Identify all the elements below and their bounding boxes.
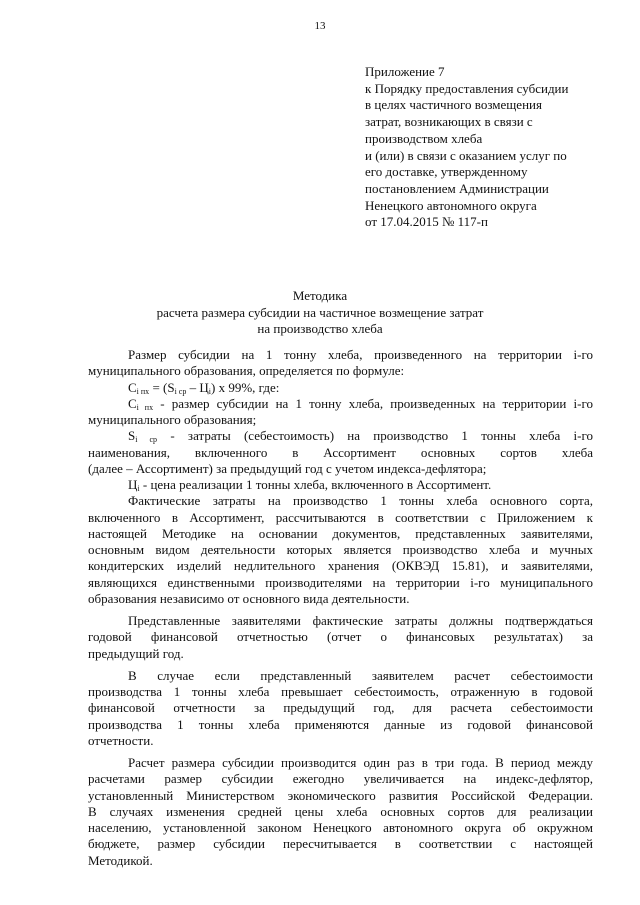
paragraph-line: финансовой отчетности за предыдущий год, для расчета себестоимости xyxy=(88,700,593,716)
appendix-header xyxy=(365,64,625,231)
page-number: 13 xyxy=(314,20,326,32)
paragraph-line: основным видом деятельности которых является производство хлеба и мучных xyxy=(88,542,593,557)
paragraph-line: производства 1 тонны хлеба превышает себестоимость, отраженную в годовой xyxy=(88,684,593,699)
definition-c-cont: муниципального образования; xyxy=(88,412,257,427)
definition-s: $S_{i ср}$ - затраты (себестоимость) на производство 1 тонны хлеба i-го xyxy=(128,428,593,445)
document-body xyxy=(88,347,593,869)
paragraph-line: Представленные заявителями фактические затраты должны подтверждаться xyxy=(128,613,593,628)
paragraph-line: являющихся единственными производителями на территории i-го муниципального xyxy=(88,574,593,590)
paragraph-line: Размер субсидии на 1 тонну хлеба, произведенного на территории i-го xyxy=(128,347,593,362)
paragraph-line: бюджете, размер субсидии пересчитывается в соответствии с настоящей xyxy=(88,836,593,852)
appendix-line: в целях частичного возмещения xyxy=(365,97,542,113)
title-line: расчета размера субсидии на частичное возмещение затрат xyxy=(156,304,484,320)
appendix-line: и (или) в связи с оказанием услуг по xyxy=(365,147,567,163)
paragraph-line: Методикой. xyxy=(88,852,153,868)
definition-ts: $Ц_i$ - цена реализации 1 тонны хлеба, включенного в Ассортимент. xyxy=(128,477,492,493)
paragraph-line: включенного в Ассортимент, рассчитываются в соответствии с Приложением к xyxy=(88,509,593,525)
paragraph-line: населению, установленной законом Ненецкого автономного округа об окружном xyxy=(88,820,593,835)
paragraph-line: годовой финансовой отчетностью (отчет о финансовых результатах) за xyxy=(88,629,593,645)
paragraph-line: образования независимо от основного вида деятельности. xyxy=(88,590,410,606)
appendix-line: Приложение 7 xyxy=(365,64,445,79)
appendix-line: Ненецкого автономного округа xyxy=(365,197,537,213)
appendix-line: от 17.04.2015 № 117-п xyxy=(365,214,488,230)
paragraph-line: Расчет размера субсидии производится один раз в три года. В период между xyxy=(128,755,593,770)
paragraph-line: отчетности. xyxy=(88,732,154,748)
formula: $C_{i пх} = (S_{i ср} - Ц_i)$ x 99%, где: xyxy=(128,379,280,396)
definition-s-cont: (далее – Ассортимент) за предыдущий год с учетом индекса-дефлятора; xyxy=(88,460,487,476)
paragraph-line: предыдущий год. xyxy=(88,645,184,661)
paragraph-line: муниципального образования, определяется по формуле: xyxy=(88,363,405,379)
appendix-line: к Порядку предоставления субсидии xyxy=(365,80,569,96)
title-line: Методика xyxy=(292,288,348,303)
paragraph-line: производства 1 тонны хлеба применяются данные из годовой финансовой xyxy=(88,716,593,732)
paragraph-line: кондитерских изделий недлительного хранения (ОКВЭД 15.81), и заявителями, xyxy=(88,558,593,574)
document-title xyxy=(0,288,640,338)
definition-c: $C_{i пх}$ - размер субсидии на 1 тонну хлеба, произведенных на территории i-го xyxy=(128,395,593,412)
paragraph-line: Фактические затраты на производство 1 тонны хлеба основного сорта, xyxy=(128,493,593,509)
definition-s-cont: наименования, включенного в Ассортимент основных сортов хлеба xyxy=(88,444,593,460)
paragraph-line: В случае если представленный заявителем расчет себестоимости xyxy=(128,667,593,683)
appendix-line: его доставке, утвержденному xyxy=(365,164,528,180)
title-line: на производство хлеба xyxy=(257,321,383,336)
paragraph-line: расчетами размер субсидии ежегодно увеличивается на индекс-дефлятор, xyxy=(88,771,593,787)
paragraph-line: установленный Министерством экономического развития Российской Федерации. xyxy=(88,787,593,803)
paragraph-line: В случаях изменения средней цены хлеба основных сортов для реализации xyxy=(88,803,593,819)
paragraph-line: настоящей Методике на основании документов, представленных заявителями, xyxy=(88,525,593,541)
appendix-line: производством хлеба xyxy=(365,130,483,146)
appendix-line: постановлением Администрации xyxy=(365,180,549,196)
appendix-line: затрат, возникающих в связи с xyxy=(365,114,533,130)
